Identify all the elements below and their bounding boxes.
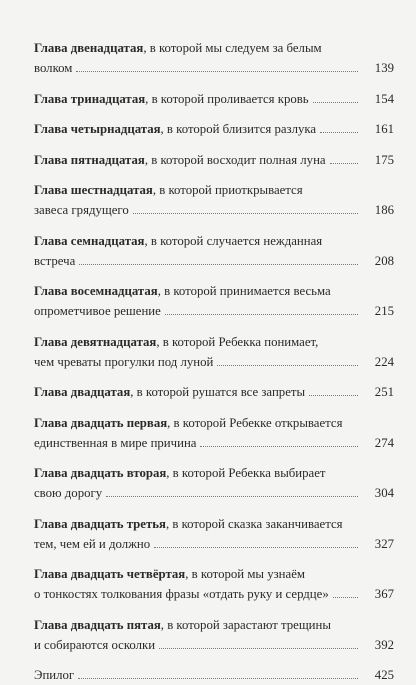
chapter-heading: Глава двенадцатая — [34, 41, 144, 55]
chapter-heading: Глава двадцать третья — [34, 516, 166, 531]
toc-entry — [34, 180, 394, 220]
toc-entry-line — [34, 38, 394, 58]
toc-entry-line — [34, 615, 394, 635]
toc-entry-text — [34, 665, 74, 685]
chapter-description: , в которой Ребекке открывается — [167, 415, 343, 430]
chapter-description-continued: свою дорогу — [34, 486, 103, 500]
dot-leader — [106, 496, 358, 497]
toc-entry — [34, 463, 394, 503]
toc-entry-line — [34, 89, 394, 109]
chapter-description-continued: о тонкостях толкования фразы «отдать руку и сердце» — [34, 587, 329, 601]
toc-entry-line — [34, 58, 394, 78]
chapter-description: , в которой восходит полная луна — [144, 152, 326, 167]
dot-leader — [133, 213, 358, 214]
chapter-description: , в которой рушатся все запреты — [130, 385, 306, 399]
page-number: 367 — [374, 587, 394, 601]
table-of-contents — [34, 38, 394, 685]
chapter-description-continued: чем чреваты прогулки под луной — [34, 354, 214, 369]
chapter-description: , в которой приоткрывается — [152, 183, 303, 197]
toc-entry-line — [34, 150, 394, 170]
page-number: 392 — [374, 637, 394, 652]
chapter-heading: Глава восемнадцатая — [34, 284, 158, 298]
chapter-heading: Глава двадцать пятая — [34, 617, 161, 632]
toc-entry — [34, 382, 394, 402]
page-number: 161 — [374, 122, 394, 136]
dot-leader — [333, 597, 358, 598]
toc-entry-line — [34, 534, 394, 554]
dot-leader — [165, 314, 358, 315]
dot-leader — [76, 71, 358, 72]
toc-entry — [34, 89, 394, 109]
chapter-description: , в которой Ребекка понимает, — [156, 334, 319, 349]
page-number: 175 — [374, 152, 394, 167]
chapter-description: , в которой близится разлука — [160, 122, 317, 136]
dot-leader — [78, 678, 358, 679]
toc-entry-line — [34, 635, 394, 655]
page-number: 274 — [374, 435, 394, 450]
chapter-heading: Глава пятнадцатая — [34, 152, 145, 167]
chapter-description: , в которой Ребекка выбирает — [166, 466, 326, 480]
dot-leader — [330, 163, 358, 164]
chapter-description-continued: тем, чем ей и должно — [34, 536, 151, 551]
dot-leader — [159, 648, 358, 649]
page-number: 425 — [374, 668, 394, 682]
page-number: 304 — [374, 486, 394, 500]
chapter-description-continued: единственная в мире причина — [34, 435, 197, 450]
toc-entry-line — [34, 665, 394, 685]
toc-entry — [34, 150, 394, 170]
chapter-heading: Глава шестнадцатая — [34, 183, 153, 197]
toc-entry — [34, 514, 394, 554]
chapter-heading: Глава двадцать четвёртая — [34, 567, 186, 581]
chapter-description: , в которой проливается кровь — [145, 91, 309, 106]
page-number: 251 — [374, 385, 394, 399]
toc-entry-line — [34, 514, 394, 534]
chapter-description-continued: и собираются осколки — [34, 637, 156, 652]
chapter-description: Эпилог — [34, 668, 75, 682]
toc-entry-line — [34, 231, 394, 251]
page-number: 215 — [374, 304, 394, 318]
chapter-description-continued: опрометчивое решение — [34, 304, 161, 318]
dot-leader — [313, 102, 358, 103]
chapter-description: , в которой зарастают трещины — [160, 617, 331, 632]
page-number: 186 — [374, 203, 394, 217]
toc-entry-line — [34, 281, 394, 301]
chapter-description: , в которой мы следуем за белым — [143, 41, 322, 55]
chapter-description-continued: завеса грядущего — [34, 203, 129, 217]
toc-entry-line — [34, 433, 394, 453]
toc-entry-text — [34, 89, 309, 109]
toc-entry-text — [34, 150, 326, 170]
page-number: 327 — [374, 536, 394, 551]
toc-entry-line — [34, 352, 394, 372]
toc-entry-text — [34, 119, 316, 139]
toc-entry — [34, 564, 394, 604]
chapter-description: , в которой сказка заканчивается — [165, 516, 343, 531]
toc-entry-line — [34, 463, 394, 483]
toc-entry-line — [34, 382, 394, 402]
chapter-heading: Глава тринадцатая — [34, 91, 146, 106]
toc-entry-line — [34, 564, 394, 584]
page-number: 139 — [374, 61, 394, 75]
page-number: 224 — [374, 354, 394, 369]
toc-entry — [34, 665, 394, 685]
toc-entry-line — [34, 119, 394, 139]
toc-entry — [34, 231, 394, 271]
toc-entry — [34, 38, 394, 78]
dot-leader — [79, 264, 358, 265]
chapter-description-continued: встреча — [34, 253, 76, 268]
chapter-heading: Глава двадцатая — [34, 385, 131, 399]
chapter-description: , в которой мы узнаём — [185, 567, 305, 581]
chapter-description: , в которой случается нежданная — [144, 233, 323, 248]
toc-entry-line — [34, 483, 394, 503]
toc-entry-line — [34, 332, 394, 352]
chapter-heading: Глава двадцать вторая — [34, 466, 167, 480]
chapter-description-continued: волком — [34, 61, 73, 75]
chapter-heading: Глава двадцать первая — [34, 415, 168, 430]
toc-entry — [34, 615, 394, 655]
toc-entry — [34, 281, 394, 321]
dot-leader — [309, 395, 358, 396]
toc-entry — [34, 413, 394, 453]
dot-leader — [200, 446, 358, 447]
chapter-heading: Глава семнадцатая — [34, 233, 145, 248]
toc-entry — [34, 119, 394, 139]
chapter-description: , в которой принимается весьма — [157, 284, 331, 298]
page-number: 154 — [374, 91, 394, 106]
dot-leader — [154, 547, 358, 548]
toc-entry-line — [34, 180, 394, 200]
toc-entry-line — [34, 413, 394, 433]
toc-entry-line — [34, 301, 394, 321]
dot-leader — [320, 132, 358, 133]
toc-entry-text — [34, 382, 305, 402]
toc-entry — [34, 332, 394, 372]
toc-entry-line — [34, 200, 394, 220]
chapter-heading: Глава девятнадцатая — [34, 334, 157, 349]
dot-leader — [217, 365, 358, 366]
chapter-heading: Глава четырнадцатая — [34, 122, 161, 136]
page-number: 208 — [374, 253, 394, 268]
toc-entry-line — [34, 584, 394, 604]
toc-entry-line — [34, 251, 394, 271]
